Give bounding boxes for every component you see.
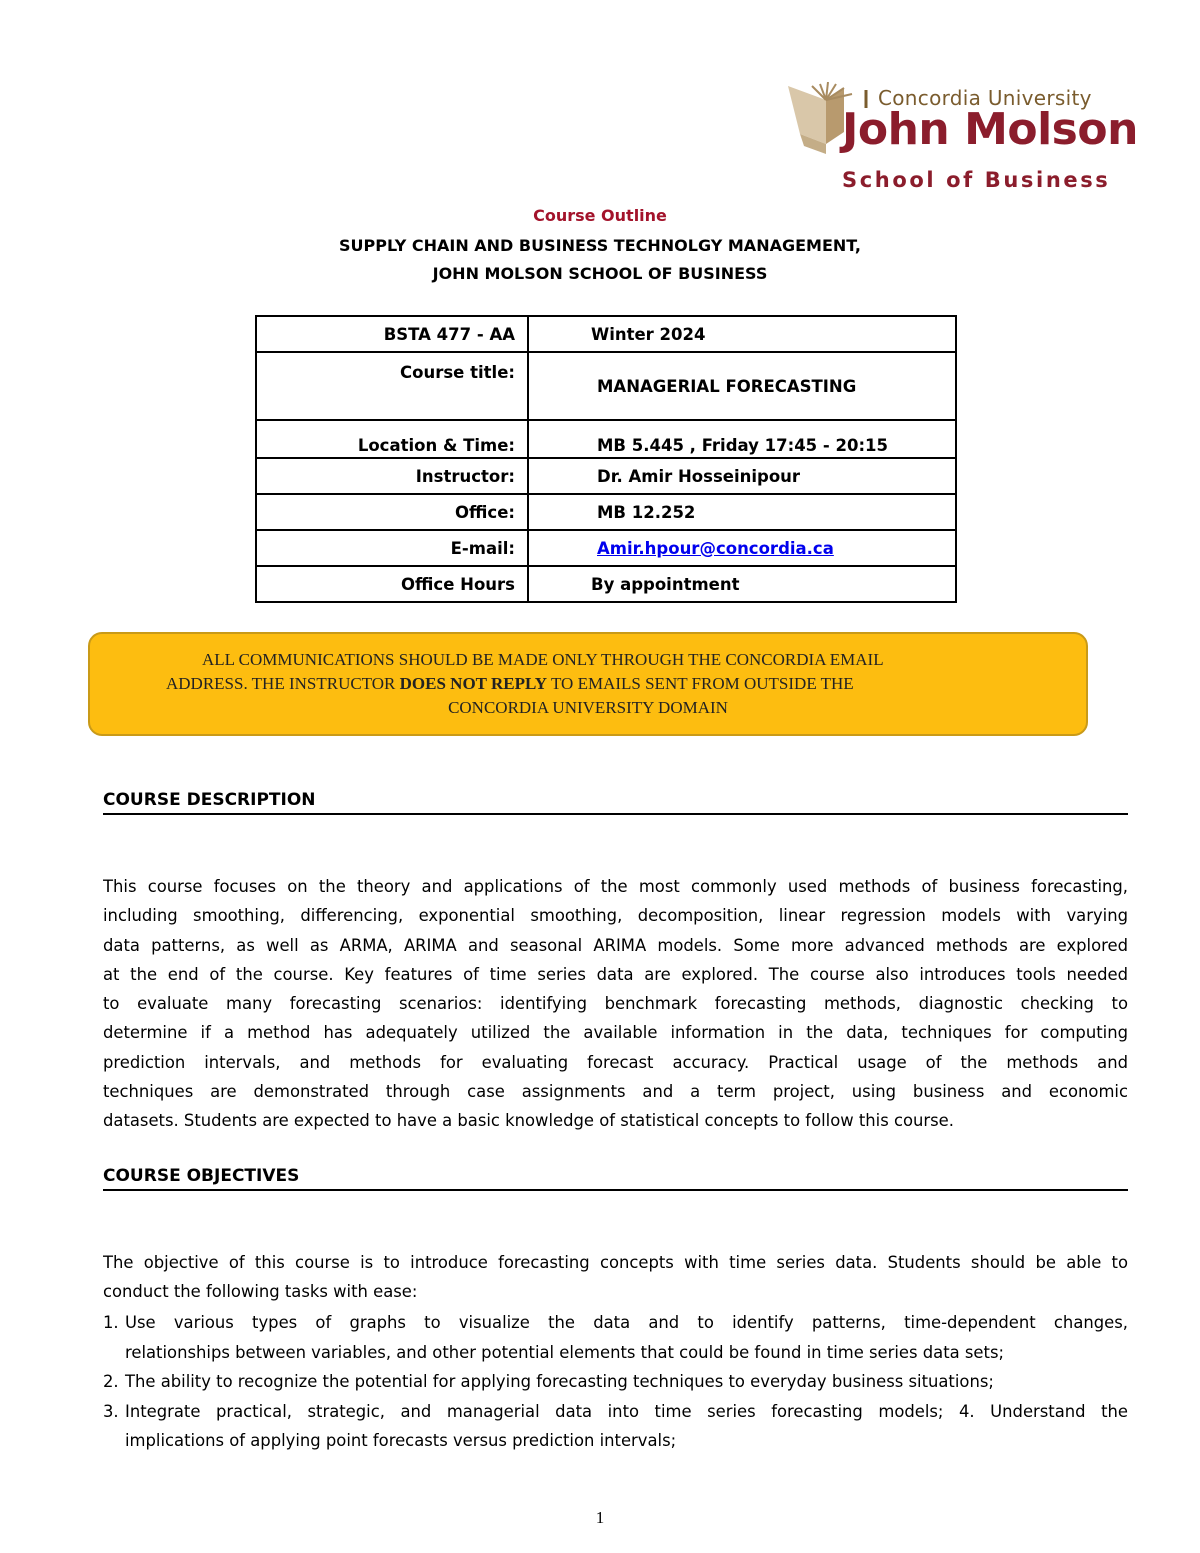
row-value: MANAGERIAL FORECASTING: [528, 352, 956, 420]
list-number: 2.: [103, 1372, 119, 1391]
objectives-list: [103, 1308, 1128, 1456]
course-objectives-intro: [103, 1248, 1128, 1307]
text-line: The ability to recognize the potential for applying forecasting techniques to everyday business situations;: [125, 1372, 994, 1391]
page-number: 1: [595, 1508, 605, 1527]
text-line: datasets. Students are expected to have a basic knowledge of statistical concepts to follow this course.: [103, 1111, 954, 1131]
row-label: Course title:: [256, 352, 528, 420]
text-line: techniques are demonstrated through case assignments and a term project, using business and economic: [103, 1082, 1128, 1102]
course-objectives-title: COURSE OBJECTIVES: [103, 1166, 1128, 1191]
email-cell: [528, 530, 956, 566]
row-label: Location & Time:: [256, 420, 528, 458]
row-label: E-mail:: [256, 530, 528, 566]
school-suffix: School of Business: [842, 168, 1111, 192]
row-value: By appointment: [528, 566, 956, 602]
text-line: relationships between variables, and other potential elements that could be found in time series data sets;: [125, 1342, 1005, 1362]
row-value: Winter 2024: [528, 316, 956, 352]
table-row: [256, 352, 956, 420]
text-line: implications of applying point forecasts versus prediction intervals;: [125, 1431, 677, 1450]
text-line: determine if a method has adequately utilized the available information in the data, techniques for computing: [103, 1023, 1128, 1043]
row-value: MB 5.445 , Friday 17:45 - 20:15: [528, 420, 956, 458]
row-label: Instructor:: [256, 458, 528, 494]
list-number: 3.: [103, 1401, 119, 1421]
text-line: at the end of the course. Key features of time series data are explored. The course also introduces tools needed: [103, 964, 1128, 984]
row-value: MB 12.252: [528, 494, 956, 530]
text-line: conduct the following tasks with ease:: [103, 1282, 418, 1302]
text-line: Use various types of graphs to visualize the data and to identify patterns, time-dependent changes,: [125, 1313, 1128, 1332]
course-info-table: [255, 315, 957, 603]
text-line: data patterns, as well as ARMA, ARIMA and seasonal ARIMA models. Some more advanced methods are explored: [103, 935, 1128, 955]
table-row: [256, 420, 956, 458]
notice-line-1: ALL COMMUNICATIONS SHOULD BE MADE ONLY THROUGH THE CONCORDIA EMAIL: [202, 650, 884, 669]
row-label: Office:: [256, 494, 528, 530]
table-row: [256, 494, 956, 530]
list-item: [103, 1308, 1128, 1367]
notice-line-3: CONCORDIA UNIVERSITY DOMAIN: [448, 698, 728, 717]
list-number: 1.: [103, 1313, 119, 1332]
notice-text: TO EMAILS SENT FROM OUTSIDE THE: [547, 674, 854, 693]
notice-emphasis: DOES NOT REPLY: [399, 674, 548, 693]
text-line: The objective of this course is to introduce forecasting concepts with time series data. Students should be able to: [103, 1253, 1128, 1272]
course-description-title: COURSE DESCRIPTION: [103, 790, 1128, 815]
department-heading: SUPPLY CHAIN AND BUSINESS TECHNOLGY MANAGEMENT,: [339, 236, 861, 255]
course-description-body: [103, 872, 1128, 1136]
table-row: [256, 530, 956, 566]
text-line: Integrate practical, strategic, and managerial data into time series forecasting models; 4. Understand the: [125, 1401, 1128, 1421]
course-outline-heading: Course Outline: [533, 206, 667, 225]
notice-line-2: [166, 672, 854, 696]
text-line: prediction intervals, and methods for evaluating forecast accuracy. Practical usage of the methods and: [103, 1052, 1128, 1072]
school-name: John Molson: [842, 104, 1138, 155]
email-policy-notice: [88, 632, 1088, 736]
row-value: Dr. Amir Hosseinipour: [528, 458, 956, 494]
john-molson-logo: [786, 82, 1138, 194]
text-line: including smoothing, differencing, exponential smoothing, decomposition, linear regression models with varying: [103, 906, 1128, 926]
instructor-email-link[interactable]: Amir.hpour@concordia.ca: [597, 538, 834, 558]
notice-text: ADDRESS. THE INSTRUCTOR: [166, 674, 400, 693]
list-item: [103, 1397, 1128, 1456]
text-line: This course focuses on the theory and applications of the most commonly used methods of business forecasting,: [103, 877, 1128, 896]
school-heading: JOHN MOLSON SCHOOL OF BUSINESS: [432, 264, 768, 283]
table-row: [256, 458, 956, 494]
row-label: BSTA 477 - AA: [256, 316, 528, 352]
text-line: to evaluate many forecasting scenarios: identifying benchmark forecasting methods, diagnostic checking to: [103, 994, 1128, 1014]
university-name: Concordia University: [878, 86, 1092, 110]
table-row: [256, 566, 956, 602]
list-item: [103, 1367, 1128, 1397]
table-row: [256, 316, 956, 352]
row-label: Office Hours: [256, 566, 528, 602]
